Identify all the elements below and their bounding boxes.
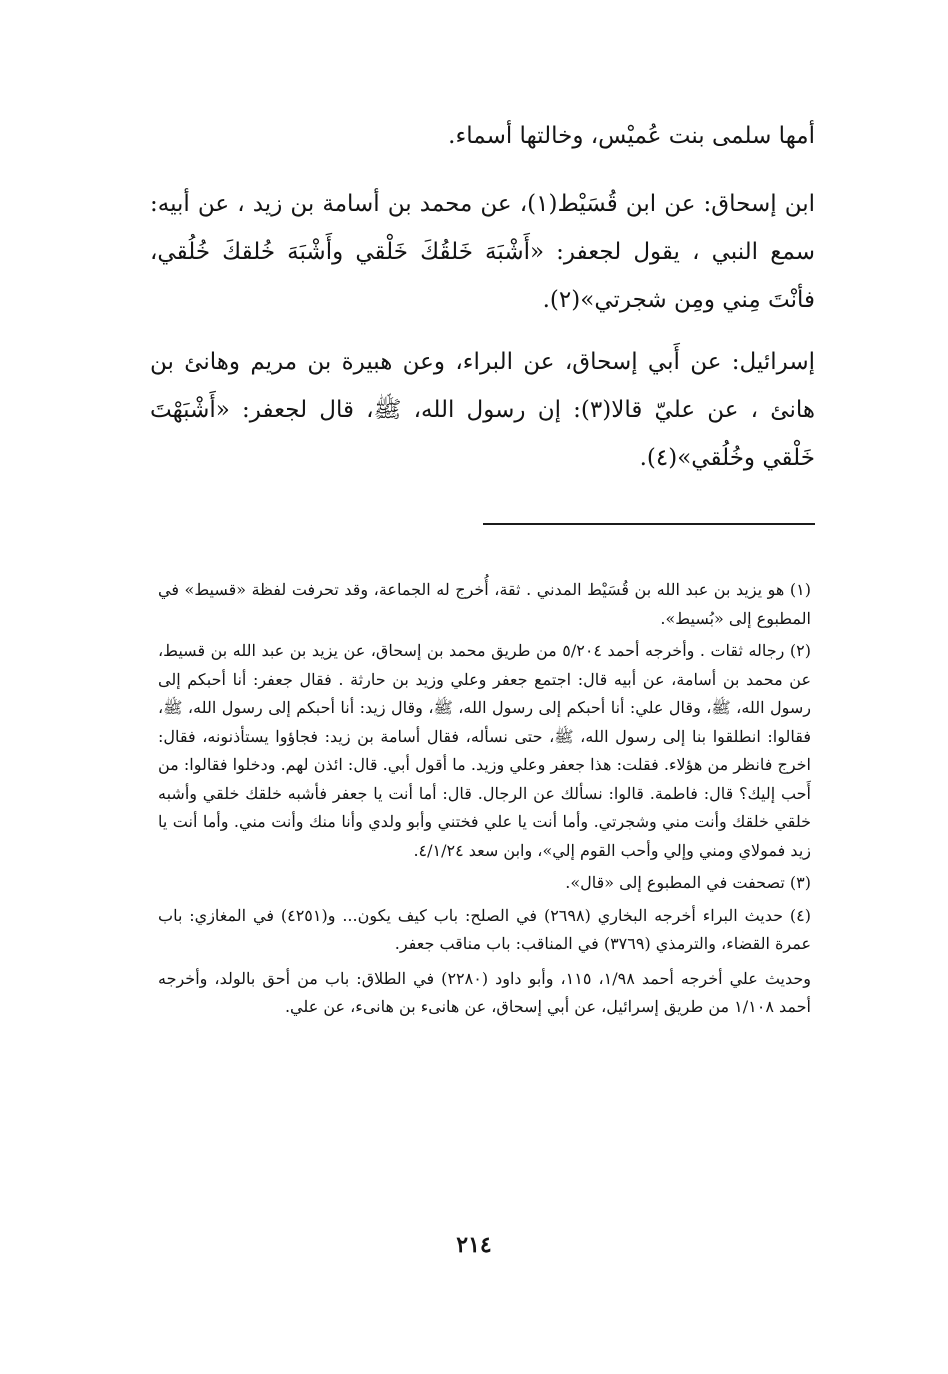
footnotes bbox=[158, 576, 811, 1026]
page-number: ٢١٤ bbox=[456, 1232, 492, 1258]
footnote-4-continued: وحديث علي أخرجه أحمد ١/٩٨، ١١٥، وأبو داود (٢٢٨٠) في الطلاق: باب من أحق بالولد، وأخرجه أحمد ١/١٠٨ من طريق إسرائيل، عن أبي إسحاق، عن هانىء بن هانىء، عن علي. bbox=[158, 968, 812, 1016]
footnote-separator bbox=[483, 523, 815, 525]
footnote-1: (١) هو يزيد بن عبد الله بن قُسَيْط المدني . ثقة، أُخرج له الجماعة، وقد تحرفت لفظة «قسيط» في المطبوع إلى «بُسيط». bbox=[158, 580, 811, 628]
main-text bbox=[150, 112, 815, 496]
paragraph-2: ابن إسحاق: عن ابن قُسَيْط(١)، عن محمد بن أسامة بن زيد ، عن أبيه: سمع النبي ، يقول لجعفر: «أَشْبَهَ خَلقُكَ خَلْقي وأَشْبَهَ خُلقكَ خُلُقي، فأنْتَ مِني ومِن شجرتي»(٢). bbox=[150, 191, 815, 313]
paragraph-1: أمها سلمى بنت عُميْس، وخالتها أسماء. bbox=[448, 123, 815, 149]
footnote-3: (٣) تصحفت في المطبوع إلى «قال». bbox=[565, 873, 811, 892]
footnote-2: (٢) رجاله ثقات . وأخرجه أحمد ٥/٢٠٤ من طريق محمد بن إسحاق، عن يزيد بن عبد الله بن قسيط، عن محمد بن أسامة، عن أبيه قال: اجتمع جعفر وعلي وزيد بن حارثة . فقال جعفر: أنا أحبكم إلى رسول الله، ﷺ، وقال علي: أنا أحبكم إلى رسول الله، ﷺ، وقال زيد: أنا أحبكم إلى رسول الله، ﷺ، فقالوا: انطلقوا بنا إلى رسول الله، ﷺ، حتى نسأله، فقال أسامة بن زيد: فجاؤوا يستأذنونه، فقال: اخرج فانظر من هؤلاء. فقلت: هذا جعفر وعلي وزيد. ما أقول أبي. قال: ائذن لهم. ودخلوا فقالوا: من أَحب إليك؟ قال: فاطمة. قالوا: نسألك عن الرجال. قال: أما أنت يا جعفر فأشبه خلقك خلقي وأشبه خلقي خلقك وأنت مني وشجرتي. وأما أنت يا علي فختني وأبو ولدي وأنا منك وأنت مني. وأما أنت يا زيد فمولاي ومني وإلي وأحب القوم إلي»، وابن سعد ٤/١/٢٤. bbox=[158, 641, 812, 860]
footnote-4: (٤) حديث البراء أخرجه البخاري (٢٦٩٨) في الصلح: باب كيف يكون... و(٤٢٥١) في المغازي: باب عمرة القضاء، والترمذي (٣٧٦٩) في المناقب: باب مناقب جعفر. bbox=[158, 905, 811, 953]
paragraph-3: إسرائيل: عن أَبي إسحاق، عن البراء، وعن هبيرة بن مريم وهانئ بن هانئ ، عن عليّ قالا(٣): إن رسول الله، ﷺ، قال لجعفر: «أَشْبَهْتَ خَلْقي وخُلُقي»(٤). bbox=[150, 349, 815, 471]
